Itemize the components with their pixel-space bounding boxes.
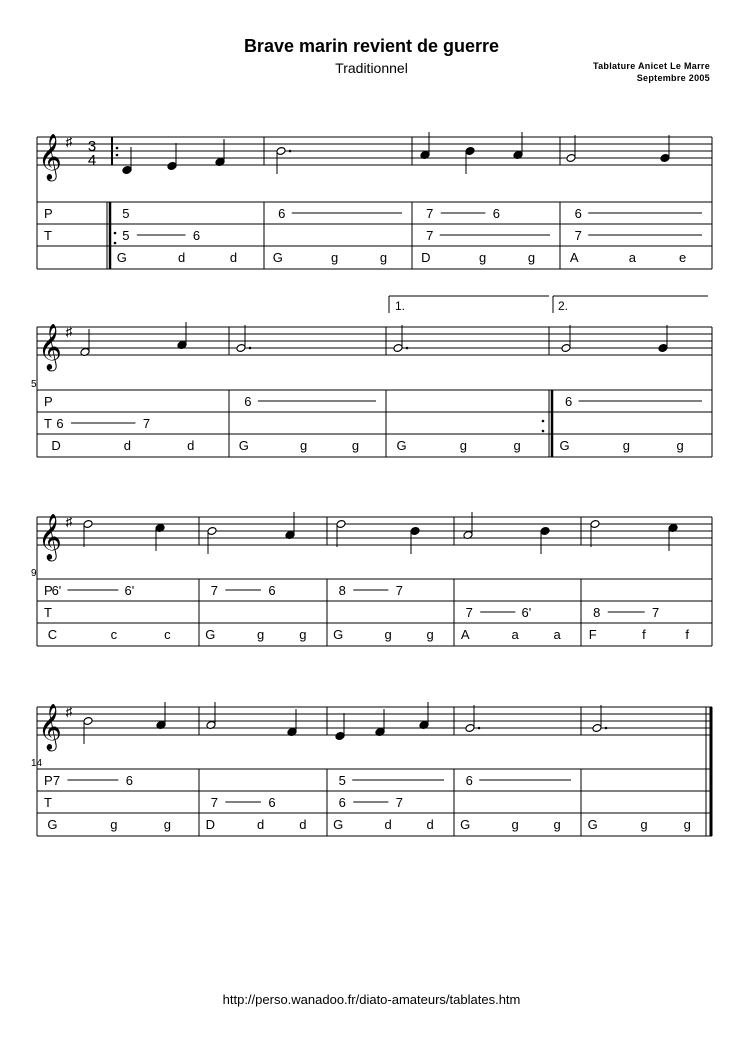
chord-label: d: [123, 438, 132, 453]
chord-label: f: [685, 627, 689, 642]
push-button-number: 6: [564, 394, 573, 409]
pull-button-number: 7: [142, 416, 151, 431]
pull-button-number: 7: [574, 228, 582, 243]
note-dot: [406, 347, 409, 350]
chord-label: d: [426, 817, 434, 832]
push-button-number: 7: [426, 206, 434, 221]
song-title: Brave marin revient de guerre: [243, 36, 500, 56]
pull-button-number: 7: [465, 605, 473, 620]
row-label-pull: T: [44, 795, 52, 810]
pull-button-number: 8: [593, 605, 601, 620]
push-button-number: 8: [338, 583, 346, 598]
push-button-number: 7: [395, 583, 404, 598]
chord-label: C: [47, 627, 58, 642]
push-button-number: 6': [51, 583, 62, 598]
chord-label: e: [678, 250, 687, 265]
push-button-number: 6: [465, 773, 473, 788]
chord-label: g: [379, 250, 388, 265]
chord-label: G: [460, 817, 471, 832]
push-button-number: 6: [492, 206, 500, 221]
push-button-number: 6: [244, 394, 252, 409]
chord-label: d: [256, 817, 265, 832]
row-label-pull: T: [44, 416, 52, 431]
chord-label: G: [116, 250, 127, 265]
chord-label: G: [559, 438, 570, 453]
measure-number: 14: [31, 758, 43, 769]
chord-label: d: [178, 250, 186, 265]
chord-label: c: [110, 627, 118, 642]
pull-button-number: 6: [338, 795, 346, 810]
chord-label: g: [351, 438, 360, 453]
repeat-dot: [116, 154, 119, 157]
push-button-number: 6: [574, 206, 582, 221]
chord-label: a: [553, 627, 561, 642]
time-signature-bottom: 4: [87, 152, 97, 169]
chord-label: G: [333, 817, 344, 832]
volta-first-label: 1.: [395, 299, 406, 313]
pull-button-number: 7: [210, 795, 218, 810]
note-dot: [478, 727, 481, 730]
measure-number: 9: [31, 568, 37, 579]
pull-button-number: 7: [426, 228, 434, 243]
chord-label: G: [238, 438, 249, 453]
treble-clef-icon: 𝄞: [38, 705, 62, 749]
chord-label: g: [478, 250, 487, 265]
row-label-pull: T: [44, 605, 52, 620]
pull-button-number: 6: [268, 795, 276, 810]
song-subtitle: Traditionnel: [335, 60, 408, 76]
chord-label: a: [628, 250, 637, 265]
push-button-number: 5: [338, 773, 346, 788]
pull-button-number: 6': [521, 605, 532, 620]
chord-label: g: [622, 438, 630, 453]
chord-label: g: [553, 817, 561, 832]
chord-label: f: [642, 627, 646, 642]
chord-label: G: [272, 250, 283, 265]
repeat-dot: [116, 147, 119, 150]
pull-button-number: 6: [56, 416, 64, 431]
push-button-number: 7: [52, 773, 61, 788]
chord-label: d: [229, 250, 238, 265]
push-button-number: 6': [124, 583, 135, 598]
push-button-number: 6: [268, 583, 276, 598]
chord-label: D: [205, 817, 216, 832]
chord-label: d: [187, 438, 195, 453]
sharp-icon: ♯: [65, 514, 73, 529]
note-dot: [605, 727, 608, 730]
chord-label: g: [299, 627, 307, 642]
credit-author: Tablature Anicet Le Marre: [592, 61, 710, 71]
chord-label: g: [300, 438, 308, 453]
repeat-dot: [542, 430, 545, 433]
treble-clef-icon: 𝄞: [38, 135, 62, 179]
push-button-number: 5: [122, 206, 130, 221]
chord-label: g: [330, 250, 339, 265]
credit-date: Septembre 2005: [636, 73, 710, 83]
chord-label: g: [426, 627, 434, 642]
chord-label: g: [384, 627, 392, 642]
chord-label: g: [683, 817, 691, 832]
chord-label: g: [459, 438, 467, 453]
volta-second-label: 2.: [558, 299, 569, 313]
chord-label: g: [513, 438, 521, 453]
time-signature-top: 3: [87, 138, 97, 155]
pull-button-number: 7: [652, 605, 660, 620]
note-dot: [249, 347, 252, 350]
chord-label: d: [299, 817, 307, 832]
sharp-icon: ♯: [65, 704, 73, 719]
row-label-pull: T: [44, 228, 52, 243]
chord-label: g: [110, 817, 118, 832]
chord-label: A: [460, 627, 470, 642]
chord-label: c: [164, 627, 171, 642]
chord-label: F: [588, 627, 597, 642]
row-label-push: P: [44, 583, 53, 598]
chord-label: a: [511, 627, 519, 642]
treble-clef-icon: 𝄞: [38, 325, 62, 369]
chord-label: g: [676, 438, 684, 453]
chord-label: G: [205, 627, 216, 642]
row-label-push: P: [44, 773, 53, 788]
repeat-dot: [114, 242, 117, 245]
sharp-icon: ♯: [65, 134, 73, 149]
sharp-icon: ♯: [65, 324, 73, 339]
push-button-number: 6: [278, 206, 286, 221]
treble-clef-icon: 𝄞: [38, 515, 62, 559]
push-button-number: 6: [125, 773, 133, 788]
push-button-number: 7: [210, 583, 218, 598]
measure-number: 5: [31, 379, 37, 390]
chord-label: G: [333, 627, 344, 642]
row-label-push: P: [44, 206, 53, 221]
footer-url[interactable]: http://perso.wanadoo.fr/diato-amateurs/tablates.htm: [222, 992, 521, 1007]
row-label-push: P: [44, 394, 53, 409]
repeat-dot: [114, 232, 117, 235]
chord-label: g: [527, 250, 536, 265]
chord-label: D: [51, 438, 61, 453]
chord-label: g: [256, 627, 265, 642]
repeat-dot: [542, 420, 545, 423]
chord-label: D: [421, 250, 431, 265]
note-dot: [289, 150, 292, 153]
chord-label: g: [511, 817, 519, 832]
chord-label: G: [396, 438, 407, 453]
chord-label: G: [587, 817, 598, 832]
pull-button-number: 5: [122, 228, 130, 243]
chord-label: g: [640, 817, 648, 832]
chord-label: g: [163, 817, 171, 832]
chord-label: A: [569, 250, 579, 265]
chord-label: d: [384, 817, 392, 832]
pull-button-number: 6: [192, 228, 201, 243]
pull-button-number: 7: [395, 795, 404, 810]
chord-label: G: [47, 817, 58, 832]
